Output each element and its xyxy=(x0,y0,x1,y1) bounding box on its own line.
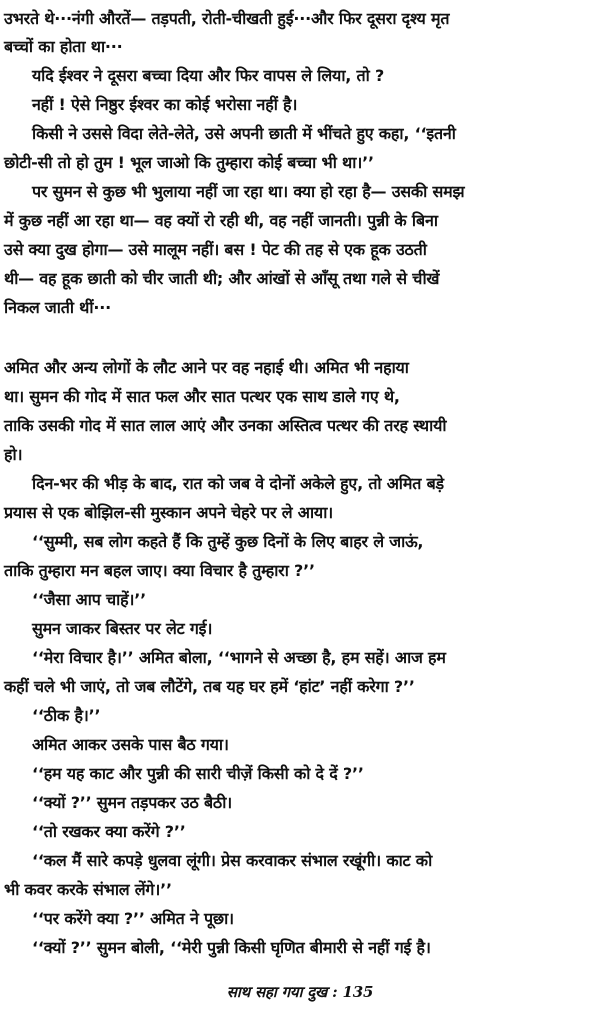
text-line: थी— वह हूक छाती को चीर जाती थी; और आंखों से आँसू तथा गले से चीखें xyxy=(4,269,440,288)
text-line: निकल जाती थीं··· xyxy=(4,298,111,317)
text-line: उभरते थे···नंगी औरतें— तड़पती, रोती-चीखती हुई···और फिर दूसरा दृश्य मृत xyxy=(4,9,450,28)
text-line: में कुछ नहीं आ रहा था— वह क्यों रो रही थी, वह नहीं जानती। पुन्नी के बिना xyxy=(4,211,438,230)
text-line: यदि ईश्वर ने दूसरा बच्चा दिया और फिर वापस ले लिया, तो ? xyxy=(32,66,385,85)
text-line: नहीं ! ऐसे निष्ठुर ईश्वर का कोई भरोसा नहीं है। xyxy=(32,95,298,114)
text-line: प्रयास से एक बोझिल-सी मुस्कान अपने चेहरे पर ले आया। xyxy=(4,503,334,522)
text-line: हो। xyxy=(4,445,23,464)
text-line: ‘‘पर करेंगे क्या ?’’ अमित ने पूछा। xyxy=(32,909,234,928)
text-line: अमित आकर उसके पास बैठ गया। xyxy=(32,735,229,754)
text-line: छोटी-सी तो हो तुम ! भूल जाओ कि तुम्हारा कोई बच्चा भी था।’’ xyxy=(4,153,374,172)
text-line: दिन-भर की भीड़ के बाद, रात को जब वे दोनों अकेले हुए, तो अमित बड़े xyxy=(32,474,444,493)
text-line: ‘‘क्यों ?’’ सुमन तड़पकर उठ बैठी। xyxy=(32,793,232,812)
text-line: ‘‘क्यों ?’’ सुमन बोली, ‘‘मेरी पुन्नी किसी घृणित बीमारी से नहीं गई है। xyxy=(32,938,431,957)
text-line: ‘‘ठीक है।’’ xyxy=(32,706,101,725)
text-line: ‘‘हम यह काट और पुन्नी की सारी चीज़ें किसी को दे दें ?’’ xyxy=(32,764,364,783)
text-line: ताकि तुम्हारा मन बहल जाए। क्या विचार है तुम्हारा ?’’ xyxy=(4,561,315,580)
text-line: अमित और अन्य लोगों के लौट आने पर वह नहाई थी। अमित भी नहाया xyxy=(4,358,409,377)
text-line: किसी ने उससे विदा लेते-लेते, उसे अपनी छाती में भींचते हुए कहा, ‘‘इतनी xyxy=(32,124,456,143)
text-line: था। सुमन की गोद में सात फल और सात पत्थर एक साथ डाले गए थे, xyxy=(4,387,400,406)
text-line: ‘‘कल मैं सारे कपड़े धुलवा लूंगी। प्रेस करवाकर संभाल रखूंगी। काट को xyxy=(32,851,433,870)
text-line: ‘‘जैसा आप चाहें।’’ xyxy=(32,590,146,609)
text-line: ‘‘तो रखकर क्या करेंगे ?’’ xyxy=(32,822,186,841)
text-line: ‘‘मेरा विचार है।’’ अमित बोला, ‘‘भागने से अच्छा है, हम सहें। आज हम xyxy=(32,648,446,667)
text-line: ‘‘सुम्मी, सब लोग कहते हैं कि तुम्हें कुछ दिनों के लिए बाहर ले जाऊं, xyxy=(32,532,424,551)
text-line: भी कवर करके संभाल लेंगे।’’ xyxy=(4,880,172,899)
text-line: पर सुमन से कुछ भी भुलाया नहीं जा रहा था। क्या हो रहा है— उसकी समझ xyxy=(32,182,465,201)
page-footer: साथ सहा गया दुख : 135 xyxy=(226,983,374,1001)
text-line: कहीं चले भी जाएं, तो जब लौटेंगे, तब यह घर हमें ‘हांट’ नहीं करेगा ?’’ xyxy=(4,677,415,696)
text-line: बच्चों का होता था··· xyxy=(4,37,123,56)
text-line: सुमन जाकर बिस्तर पर लेट गई। xyxy=(32,619,213,638)
text-line: ताकि उसकी गोद में सात लाल आएं और उनका अस्तित्व पत्थर की तरह स्थायी xyxy=(4,416,447,435)
text-line: उसे क्या दुख होगा— उसे मालूम नहीं। बस ! पेट की तह से एक हूक उठती xyxy=(4,240,427,259)
